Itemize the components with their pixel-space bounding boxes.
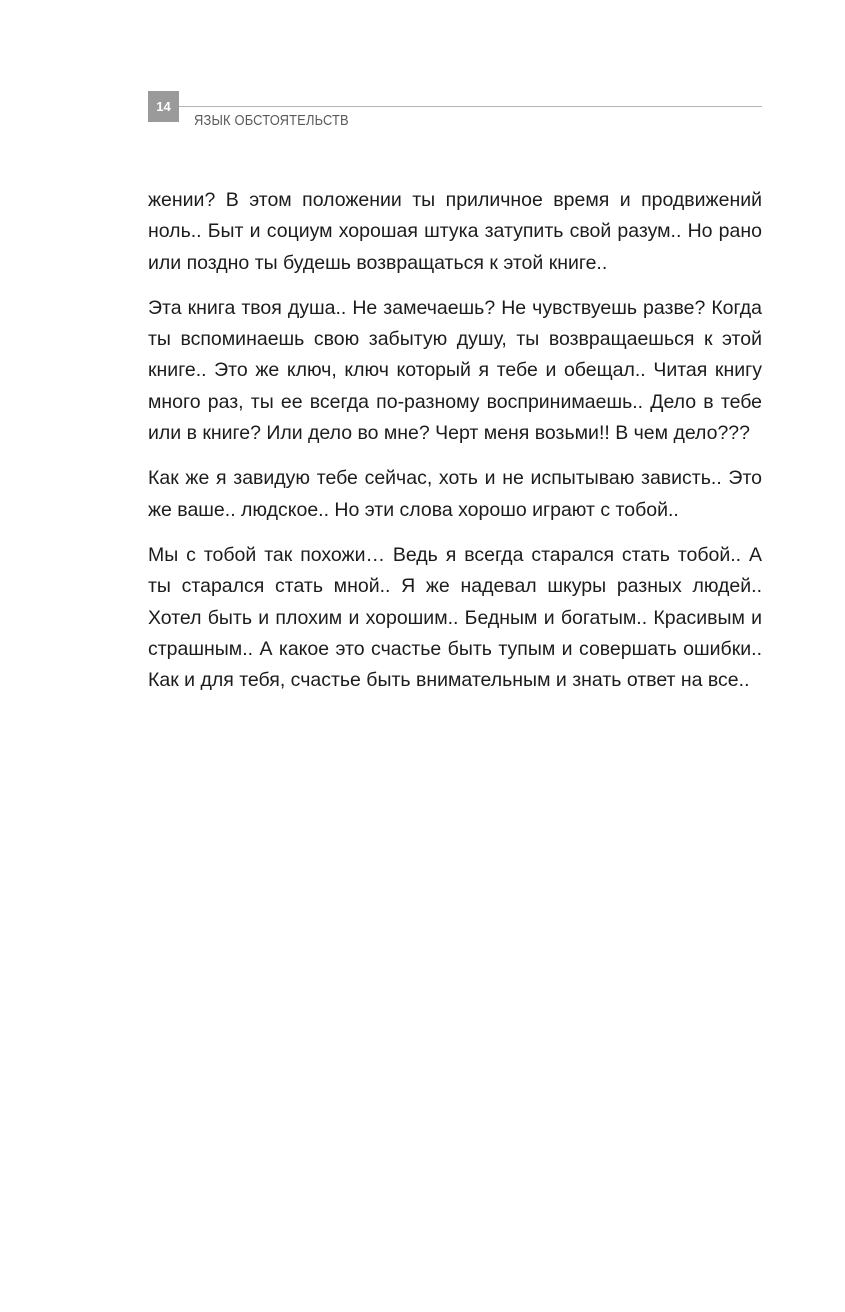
paragraph: Как же я завидую тебе сейчас, хоть и не испытываю зависть.. Это же ваше.. людское.. Но эти слова хорошо играют с тобой.. [148, 467, 762, 521]
paragraph: Мы с тобой так похожи… Ведь я всегда старался стать тобой.. А ты старался стать мной.. Я же надевал шкуры разных людей.. Хотел быть и плохим и хорошим.. Бедным и богатым.. Красивым и страшным.. А какое это счастье быть тупым и совершать ошибки.. Как и для тебя, счастье быть внимательным и знать ответ на все.. [148, 543, 762, 692]
paragraph: жении? В этом положении ты приличное время и продвижений ноль.. Быт и социум хорошая штука затупить свой разум.. Но рано или поздно ты будешь возвращаться к этой книге.. [148, 189, 762, 274]
paragraph: Эта книга твоя душа.. Не замечаешь? Не чувствуешь разве? Когда ты вспоминаешь свою забытую душу, ты возвращаешься к этой книге.. Это же ключ, ключ который я тебе и обещал.. Читая книгу много раз, ты ее всегда по-разному воспринимаешь.. Дело в тебе или в книге? Или дело во мне? Черт меня возьми!! В чем дело??? [148, 296, 762, 445]
body-text [148, 185, 762, 710]
page-number: 14 [148, 91, 179, 122]
header-divider [179, 106, 762, 107]
running-title: ЯЗЫК ОБСТОЯТЕЛЬСТВ [194, 112, 349, 129]
